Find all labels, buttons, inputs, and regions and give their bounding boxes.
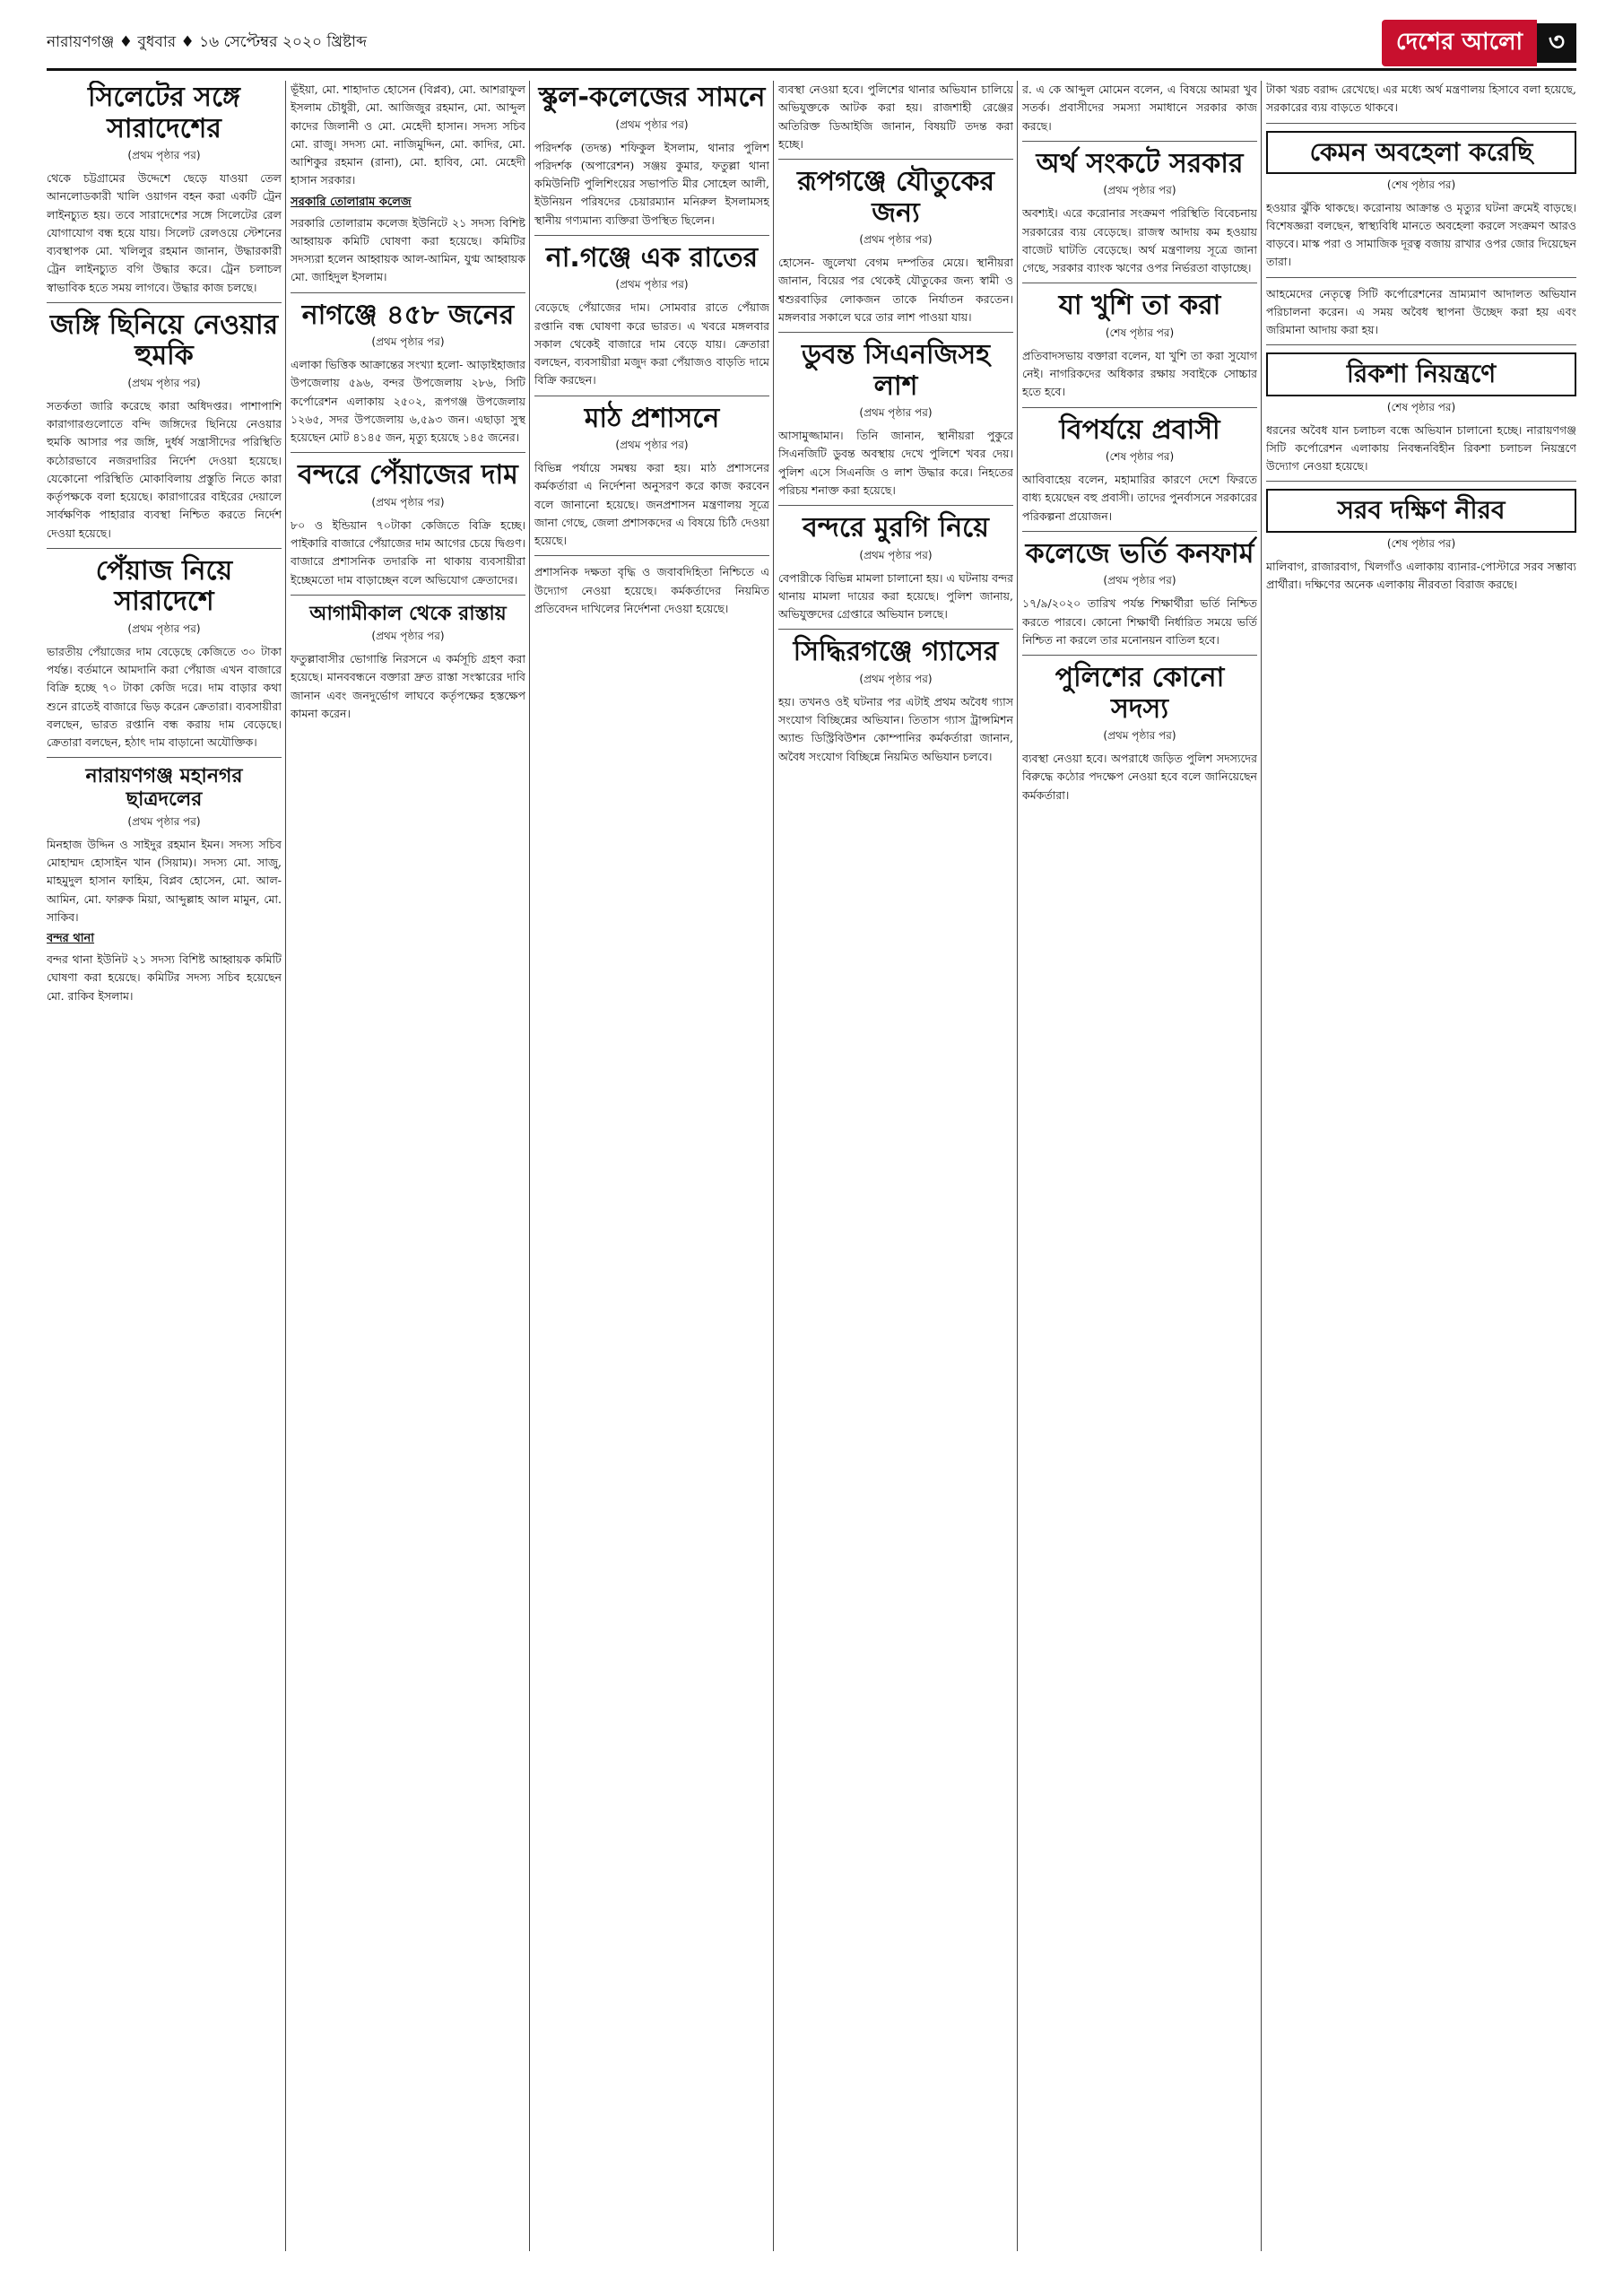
story-body: সরকারি তোলারাম কলেজ ইউনিটে ২১ সদস্য বিশিষ্ট আহ্বায়ক কমিটি ঘোষণা করা হয়েছে। কমিটির সদস্যরা হলেন আহ্বায়ক আল-আমিন, যুগ্ম আহ্বায়ক মো. জাহিদুল ইসলাম।: [291, 215, 525, 284]
story: [1266, 489, 1576, 599]
headline: সরব দক্ষিণ নীরব: [1266, 489, 1576, 532]
story-body: ধরনের অবৈধ যান চলাচল বন্ধে অভিযান চালানো হচ্ছে। নারায়ণগঞ্জ সিটি কর্পোরেশন এলাকায় নিবন্ধনবিহীন রিকশা চলাচল নিয়ন্ত্রণে উদ্যোগ নেওয়া হয়েছে।: [1266, 422, 1576, 474]
story: [1022, 291, 1257, 407]
continuation-ref: (প্রথম পৃষ্ঠার পর): [1103, 729, 1176, 742]
headline: বিপর্যয়ে প্রবাসী: [1059, 413, 1220, 446]
continuation-ref: (প্রথম পৃষ্ঠার পর): [127, 622, 201, 635]
story: [1022, 149, 1257, 284]
story: [291, 460, 525, 596]
headline: বন্দরে মুরগি নিয়ে: [803, 512, 989, 544]
story-body: আহমেদের নেতৃত্বে সিটি কর্পোরেশনের ভ্রাম্যমাণ আদালত অভিযান পরিচালনা করেন। এ সময় অবৈধ স্থাপনা উচ্ছেদ করা হয় এবং জরিমানা আদায় করা হয়।: [1266, 286, 1576, 337]
story-body: ৮০ ও ইন্ডিয়ান ৭০টাকা কেজিতে বিক্রি হচ্ছে। পাইকারি বাজারে পেঁয়াজের দাম আগের চেয়ে দ্বিগুণ। বাজারে প্রশাসনিক তদারকি না থাকায় ব্যবসায়ীরা ইচ্ছেমতো দাম বাড়াচ্ছেন বলে অভিযোগ ক্রেতাদের।: [291, 517, 525, 587]
continuation-ref: (প্রথম পৃষ্ঠার পর): [859, 233, 933, 246]
story-body: ব্যবস্থা নেওয়া হবে। পুলিশের থানার অভিযান চালিয়ে অভিযুক্তকে আটক করা হয়। রাজশাহী রেঞ্জের অতিরিক্ত ডিআইজি জানান, বিষয়টি তদন্ত করা হচ্ছে।: [778, 83, 1013, 151]
column-3: [534, 81, 769, 2251]
subheading: বন্দর থানা: [47, 932, 95, 946]
story: [534, 563, 769, 623]
continuation-ref: (শেষ পৃষ্ঠার পর): [1386, 536, 1456, 550]
story-body: হওয়ার ঝুঁকি থাকছে। করোনায় আক্রান্ত ও মৃত্যুর ঘটনা ক্রমেই বাড়ছে। বিশেষজ্ঞরা বলছেন, স্বাস্থ্যবিধি মানতে অবহেলা করলে সংক্রমণ আরও বাড়বে। মাস্ক পরা ও সামাজিক দূরত্ব বজায় রাখার ওপর জোর দিয়েছেন তারা।: [1266, 200, 1576, 269]
story-body: ১৭/৯/২০২০ তারিখ পর্যন্ত শিক্ষার্থীরা ভর্তি নিশ্চিত করতে পারবে। কোনো শিক্ষার্থী নির্ধারিত সময়ে ভর্তি নিশ্চিত না করলে তার মনোনয়ন বাতিল হবে।: [1022, 596, 1257, 647]
story-body: টাকা খরচ বরাদ্দ রেখেছে। এর মধ্যে অর্থ মন্ত্রণালয় হিসাবে বলা হয়েছে, সরকারের ব্যয় বাড়তে থাকবে।: [1266, 83, 1576, 115]
story: [291, 603, 525, 728]
headline: রূপগঞ্জে যৌতুকের জন্য: [796, 166, 995, 229]
continuation-ref: (প্রথম পৃষ্ঠার পর): [615, 439, 689, 451]
story-body: বন্দর থানা ইউনিট ২১ সদস্য বিশিষ্ট আহ্বায়ক কমিটি ঘোষণা করা হয়েছে। কমিটির সদস্য সচিব হয়েছেন মো. রাকিব ইসলাম।: [47, 952, 282, 1003]
headline: নারায়ণগঞ্জ মহানগর ছাত্রদলের: [85, 765, 243, 811]
subheading: সরকারি তোলারাম কলেজ: [291, 195, 412, 209]
headline: বন্দরে পেঁয়াজের দাম: [298, 459, 518, 491]
headline: সিদ্ধিরগঞ্জে গ্যাসের: [793, 636, 999, 668]
headline: না.গঞ্জে এক রাতের: [545, 241, 759, 274]
story-body: বেড়েছে পেঁয়াজের দাম। সোমবার রাতে পেঁয়াজ রপ্তানি বন্ধ ঘোষণা করে ভারত। এ খবরে মঙ্গলবার সকাল থেকেই বাজারে দাম বেড়ে যায়। ক্রেতারা বলছেন, ব্যবসায়ীরা মজুদ করা পেঁয়াজও বাড়তি দামে বিক্রি করছেন।: [534, 300, 769, 387]
story-body: সতর্কতা জারি করেছে কারা অধিদপ্তর। পাশাপাশি কারাগারগুলোতে বন্দি জঙ্গিদের ছিনিয়ে নেওয়ার হুমকি আসার পর জঙ্গি, দুর্ধর্ষ সন্ত্রাসীদের পরিস্থিতি কঠোরভাবে নজরদারির নির্দেশ দেওয়া হয়েছে। যেকোনো পরিস্থিতি মোকাবিলায় প্রস্তুতি নিতে কারা কর্তৃপক্ষকে বলা হয়েছে। কারাগারের বাইরের দেয়ালে সার্বক্ষণিক পাহারার ব্যবস্থা নিশ্চিত করতে নির্দেশ দেওয়া হয়েছে।: [47, 398, 282, 540]
headline: পেঁয়াজ নিয়ে সারাদেশে: [95, 554, 233, 618]
masthead: [1382, 23, 1576, 63]
continuation-ref: (প্রথম পৃষ্ঠার পর): [615, 278, 689, 291]
continuation-ref: (প্রথম পৃষ্ঠার পর): [127, 376, 201, 389]
story: [1266, 131, 1576, 278]
story: [1022, 539, 1257, 656]
story-body: হোসেন- জুলেখা বেগম দম্পতির মেয়ে। স্থানীয়রা জানান, বিয়ের পর থেকেই যৌতুকের জন্য স্বামী ও শ্বশুরবাড়ির লোকজন তাকে নির্যাতন করতেন। মঙ্গলবার সকালে ঘরে তার লাশ পাওয়া যায়।: [778, 256, 1013, 324]
continuation-ref: (শেষ পৃষ্ঠার পর): [1386, 178, 1456, 191]
story: [778, 81, 1013, 160]
headline: পুলিশের কোনো সদস্য: [1055, 662, 1225, 725]
continuation-ref: (প্রথম পৃষ্ঠার পর): [859, 548, 933, 561]
story: [778, 637, 1013, 771]
continuation-ref: (শেষ পৃষ্ঠার পর): [1105, 450, 1175, 463]
story-body: প্রশাসনিক দক্ষতা বৃদ্ধি ও জবাবদিহিতা নিশ্চিতে এ উদ্যোগ নেওয়া হয়েছে। কর্মকর্তাদের নিয়মিত প্রতিবেদন দাখিলের নির্দেশনা দেওয়া হয়েছে।: [534, 565, 769, 615]
story-body: বিভিন্ন পর্যায়ে সমন্বয় করা হয়। মাঠ প্রশাসনের কর্মকর্তারা এ নির্দেশনা অনুসরণ করে কাজ করবেন বলে জানানো হয়েছে। জনপ্রশাসন মন্ত্রণালয় সূত্রে জানা গেছে, জেলা প্রশাসকদের এ বিষয়ে চিঠি দেওয়া হয়েছে।: [534, 461, 769, 547]
headline: আগামীকাল থেকে রাস্তায়: [309, 602, 507, 625]
continuation-ref: (প্রথম পৃষ্ঠার পর): [1103, 574, 1176, 587]
story-body: প্রতিবাদসভায় বক্তারা বলেন, যা খুশি তা করা সুযোগ নেই। নাগরিকদের অধিকার রক্ষায় সবাইকে সোচ্চার হতে হবে।: [1022, 348, 1257, 399]
story: [47, 83, 282, 303]
story: [47, 765, 282, 1011]
headline: ডুবন্ত সিএনজিসহ লাশ: [801, 339, 991, 402]
top-rule: [47, 68, 1576, 71]
headline: স্কুল-কলেজের সামনে: [538, 82, 766, 113]
story-body: ফতুল্লাবাসীর ভোগান্তি নিরসনে এ কর্মসূচি গ্রহণ করা হয়েছে। মানববন্ধনে বক্তারা দ্রুত রাস্তা সংস্কারের দাবি জানান এবং জনদুর্ভোগ লাঘবে কর্তৃপক্ষের হস্তক্ষেপ কামনা করেন।: [291, 652, 525, 720]
story-body: র. এ কে আব্দুল মোমেন বলেন, এ বিষয়ে আমরা খুব সতর্ক। প্রবাসীদের সমস্যা সমাধানে সরকার কাজ করছে।: [1022, 83, 1257, 133]
continuation-ref: (প্রথম পৃষ্ঠার পর): [127, 814, 201, 828]
story-body: আসামুজ্জামান। তিনি জানান, স্থানীয়রা পুকুরে সিএনজিটি ডুবন্ত অবস্থায় দেখে পুলিশে খবর দেয়। পুলিশ এসে সিএনজি ও লাশ উদ্ধার করে। নিহতের পরিচয় শনাক্ত করা হয়েছে।: [778, 429, 1013, 497]
column-1: [47, 81, 282, 2251]
story-body: থেকে চট্টগ্রামের উদ্দেশে ছেড়ে যাওয়া তেল আনলোডকারী খালি ওয়াগন বহন করা একটি ট্রেন লাইনচ্যুত হয়। তবে সারাদেশের সঙ্গে সিলেটের রেল যোগাযোগ বন্ধ হয়ে যায়। সিলেট রেলওয়ে স্টেশনের ব্যবস্থাপক মো. খলিলুর রহমান জানান, উদ্ধারকারী ট্রেন লাইনচ্যুত বগি উদ্ধার করে। ট্রেন চলাচল স্বাভাবিক হতে সময় লাগবে। উদ্ধার কাজ চলছে।: [47, 171, 282, 294]
column-4: [778, 81, 1013, 2251]
story: [778, 340, 1013, 506]
story: [47, 556, 282, 759]
continuation-ref: (শেষ পৃষ্ঠার পর): [1386, 400, 1456, 413]
column-divider: [529, 81, 530, 2251]
continuation-ref: (শেষ পৃষ্ঠার পর): [1105, 326, 1175, 339]
story-body: হয়। তখনও ওই ঘটনার পর এটাই প্রথম অবৈধ গ্যাস সংযোগ বিচ্ছিন্নের অভিযান। তিতাস গ্যাস ট্রান্সমিশন অ্যান্ড ডিস্ট্রিবিউশন কোম্পানির কর্মকর্তারা জানান, অবৈধ সংযোগ বিচ্ছিন্নে নিয়মিত অভিযান চলবে।: [778, 694, 1013, 763]
story: [291, 81, 525, 293]
story: [1022, 415, 1257, 532]
column-divider: [1017, 81, 1018, 2251]
story: [534, 83, 769, 236]
continuation-ref: (প্রথম পৃষ্ঠার পর): [615, 117, 689, 131]
column-6: [1266, 81, 1576, 2251]
column-2: [291, 81, 525, 2251]
column-divider: [773, 81, 774, 2251]
continuation-ref: (প্রথম পৃষ্ঠার পর): [371, 335, 445, 348]
headline: সিলেটের সঙ্গে সারাদেশের: [88, 82, 240, 144]
continuation-ref: (প্রথম পৃষ্ঠার পর): [1103, 184, 1176, 197]
story-body: মালিবাগ, রাজারবাগ, খিলগাঁও এলাকায় ব্যানার-পোস্টারে সরব সম্ভাব্য প্রার্থীরা। দক্ষিণের অনেক এলাকায় নীরবতা বিরাজ করছে।: [1266, 559, 1576, 591]
headline: জঙ্গি ছিনিয়ে নেওয়ার হুমকি: [49, 309, 279, 372]
headline: রিকশা নিয়ন্ত্রণে: [1266, 352, 1576, 396]
story: [1266, 81, 1576, 124]
story-body: বেপারীকে বিভিন্ন মামলা চালানো হয়। এ ঘটনায় বন্দর থানায় মামলা দায়ের করা হয়েছে। পুলিশ জানায়, অভিযুক্তদের গ্রেপ্তারে অভিযান চলছে।: [778, 570, 1013, 621]
headline: যা খুশি তা করা: [1058, 290, 1221, 322]
story: [534, 404, 769, 557]
story: [534, 243, 769, 396]
story-body: আবিবাহেয় বলেন, মহামারির কারণে দেশে ফিরতে বাধ্য হয়েছেন বহু প্রবাসী। তাদের পুনর্বাসনে সরকারের পরিকল্পনা প্রয়োজন।: [1022, 473, 1257, 523]
continuation-ref: (প্রথম পৃষ্ঠার পর): [127, 149, 201, 161]
story-body: ব্যবস্থা নেওয়া হবে। অপরাধে জড়িত পুলিশ সদস্যদের বিরুদ্ধে কঠোর পদক্ষেপ নেওয়া হবে বলে জানিয়েছেন কর্মকর্তারা।: [1022, 752, 1257, 802]
column-divider: [285, 81, 286, 2251]
story: [778, 513, 1013, 630]
headline: অর্থ সংকটে সরকার: [1036, 147, 1244, 179]
story-body: এলাকা ভিত্তিক আক্রান্তের সংখ্যা হলো- আড়াইহাজার উপজেলায় ৫৯৬, বন্দর উপজেলায় ২৮৬, সিটি কর্পোরেশন এলাকায় ২৫০২, রূপগঞ্জ উপজেলায় ১২৬৫, সদর উপজেলায় ৬,৫৯৩ জন। এছাড়া সুস্থ হয়েছেন মোট ৪১৪৫ জন, মৃত্যু হয়েছে ১৪৫ জনের।: [291, 358, 525, 444]
story: [1022, 81, 1257, 142]
story: [1022, 663, 1257, 810]
story: [1266, 285, 1576, 346]
story: [291, 300, 525, 454]
story: [47, 310, 282, 549]
continuation-ref: (প্রথম পৃষ্ঠার পর): [859, 672, 933, 685]
logo: দেশের আলো: [1382, 20, 1537, 66]
story-body: অবশ্যই। এরে করোনার সংক্রমণ পরিস্থিতি বিবেচনায় সরকারের ব্যয় বেড়েছে। রাজস্ব আদায় কম হওয়ায় বাজেট ঘাটতি বেড়েছে। অর্থ মন্ত্রণালয় সূত্রে জানা গেছে, সরকার ব্যাংক ঋণের ওপর নির্ভরতা বাড়াচ্ছে।: [1022, 206, 1257, 274]
page-number: ৩: [1537, 23, 1576, 63]
column-5: [1022, 81, 1257, 2251]
headline: কেমন অবহেলা করেছি: [1266, 131, 1576, 174]
continuation-ref: (প্রথম পৃষ্ঠার পর): [371, 495, 445, 509]
story-body: ভারতীয় পেঁয়াজের দাম বেড়েছে কেজিতে ৩০ টাকা পর্যন্ত। বর্তমানে আমদানি করা পেঁয়াজ এখন বাজারে বিক্রি হচ্ছে ৭০ টাকা কেজি দরে। দাম বাড়ার কথা শুনে রাতেই বাজারে ভিড় করেন ক্রেতারা। ব্যবসায়ীরা বলছেন, ভারত রপ্তানি বন্ধ করায় দাম বেড়েছে। ক্রেতারা বলছেন, হঠাৎ দাম বাড়ানো অযৌক্তিক।: [47, 644, 282, 749]
story: [778, 167, 1013, 333]
headline: নাগঞ্জে ৪৫৮ জনের: [301, 299, 515, 331]
story: [1266, 352, 1576, 482]
headline: মাঠ প্রশাসনে: [584, 402, 720, 434]
headline: কলেজে ভর্তি কনফার্ম: [1025, 537, 1254, 570]
story-body: ভূঁইয়া, মো. শাহাদাত হোসেন (বিপ্লব), মো. আশরাফুল ইসলাম চৌধুরী, মো. আজিজুর রহমান, মো. আব্দুল কাদের জিলানী ও মো. মেহেদী হাসান। সদস্য সচিব মো. রাজু। সদস্য মো. নাজিমুদ্দিন, মো. কাদির, মো. আশিকুর রহমান (রানা), মো. হাবিব, মো. মেহেদী হাসান সরকার।: [291, 83, 525, 187]
column-divider: [1261, 81, 1262, 2251]
story-body: মিনহাজ উদ্দিন ও সাইদুর রহমান ইমন। সদস্য সচিব মোহাম্মদ হোসাইন খান (সিয়াম)। সদস্য মো. সাজু, মাহমুদুল হাসান ফাহিম, বিপ্লব হোসেন, মো. আল-আমিন, মো. ফারুক মিয়া, আব্দুল্লাহ আল মামুন, মো. সাকিব।: [47, 837, 282, 924]
dateline: নারায়ণগঞ্জ ♦ বুধবার ♦ ১৬ সেপ্টেম্বর ২০২০ খ্রিষ্টাব্দ: [47, 33, 368, 51]
continuation-ref: (প্রথম পৃষ্ঠার পর): [371, 630, 445, 643]
continuation-ref: (প্রথম পৃষ্ঠার পর): [859, 406, 933, 419]
story-body: পরিদর্শক (তদন্ত) শফিকুল ইসলাম, থানার পুলিশ পরিদর্শক (অপারেশন) সঞ্জয় কুমার, ফতুল্লা থানা কমিউনিটি পুলিশিংয়ের সভাপতি মীর সোহেল আলী, ইউনিয়ন পরিষদের চেয়ারম্যান মনিরুল ইসলামসহ স্থানীয় গণ্যমান্য ব্যক্তিরা উপস্থিত ছিলেন।: [534, 140, 769, 227]
